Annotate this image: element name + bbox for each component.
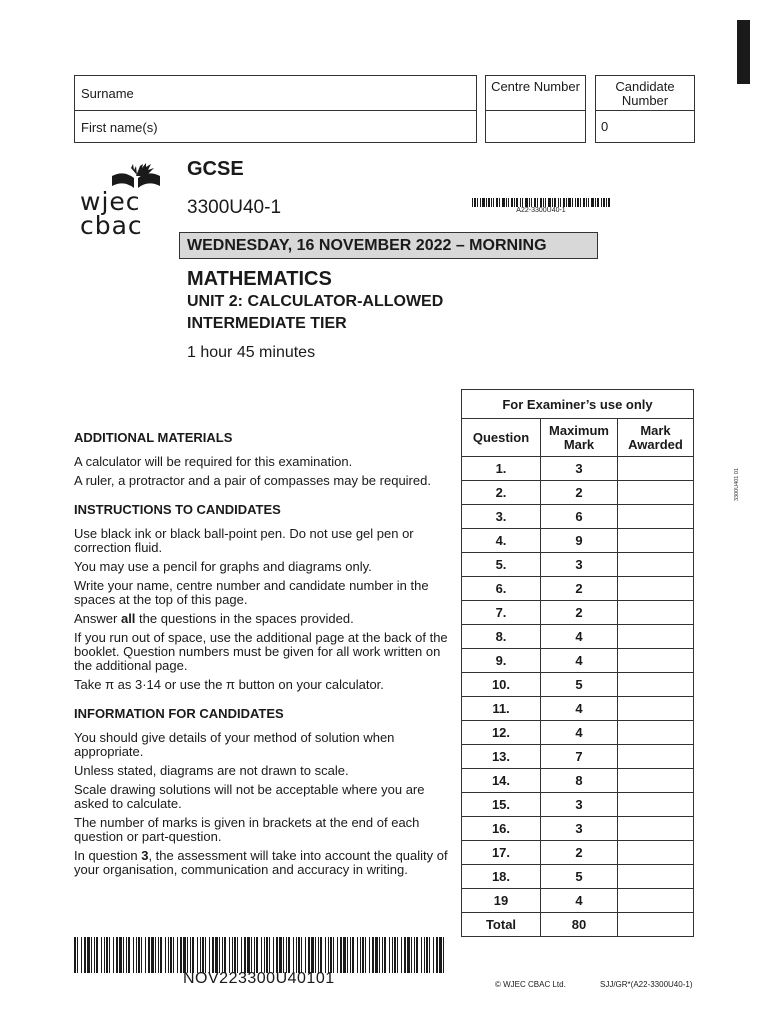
question-number: 9.	[462, 649, 541, 673]
instruction-item: If you run out of space, use the additional page at the back of the booklet. Question numbers must be given for all work written on the additional page.	[74, 630, 448, 673]
max-mark: 3	[541, 553, 618, 577]
max-mark: 5	[541, 673, 618, 697]
max-mark: 2	[541, 601, 618, 625]
candidate-number-box	[595, 75, 695, 143]
question-number: 1.	[462, 457, 541, 481]
table-row	[462, 673, 694, 697]
surname-field[interactable]	[75, 76, 476, 111]
wjec-cbac-logo	[80, 162, 160, 242]
instruction-item: Use black ink or black ball-point pen. Do not use gel pen or correction fluid.	[74, 526, 414, 555]
mark-awarded-cell[interactable]	[618, 769, 694, 793]
instruction-item: Take π as 3·14 or use the π button on your calculator.	[74, 677, 384, 692]
col-max-mark-header: Maximum Mark	[541, 419, 618, 457]
side-code-line2: 01	[734, 468, 740, 475]
question-number: 19	[462, 889, 541, 913]
mark-awarded-cell[interactable]	[618, 745, 694, 769]
mark-awarded-cell[interactable]	[618, 529, 694, 553]
table-row	[462, 553, 694, 577]
table-row	[462, 577, 694, 601]
centre-number-label: Centre Number	[486, 76, 585, 111]
question-number: 17.	[462, 841, 541, 865]
mark-awarded-cell[interactable]	[618, 889, 694, 913]
mark-awarded-cell[interactable]	[618, 649, 694, 673]
question-number: 13.	[462, 745, 541, 769]
max-mark: 4	[541, 889, 618, 913]
candidate-barcode	[74, 937, 444, 973]
max-mark: 9	[541, 529, 618, 553]
table-row	[462, 649, 694, 673]
examiner-use-table	[461, 389, 694, 937]
table-row	[462, 793, 694, 817]
information-heading: INFORMATION FOR CANDIDATES	[74, 706, 284, 721]
max-mark: 3	[541, 817, 618, 841]
paper-barcode	[472, 198, 610, 207]
max-mark: 2	[541, 841, 618, 865]
max-mark: 2	[541, 577, 618, 601]
surname-label: Surname	[81, 85, 134, 101]
total-awarded-cell[interactable]	[618, 913, 694, 937]
mark-awarded-cell[interactable]	[618, 841, 694, 865]
max-mark: 4	[541, 697, 618, 721]
question-number: 16.	[462, 817, 541, 841]
qualification-level: GCSE	[187, 158, 244, 180]
question-number: 11.	[462, 697, 541, 721]
materials-item: A calculator will be required for this examination.	[74, 454, 353, 469]
book-icon	[110, 162, 162, 190]
question-number: 14.	[462, 769, 541, 793]
examiner-table-title: For Examiner’s use only	[462, 390, 694, 419]
instruction-item: Write your name, centre number and candidate number in the spaces at the top of this page.	[74, 578, 429, 607]
question-number: 5.	[462, 553, 541, 577]
candidate-number-field[interactable]	[596, 111, 694, 142]
question-number: 15.	[462, 793, 541, 817]
question-number: 12.	[462, 721, 541, 745]
total-label: Total	[462, 913, 541, 937]
table-row	[462, 601, 694, 625]
instructions-heading: INSTRUCTIONS TO CANDIDATES	[74, 502, 281, 517]
max-mark: 2	[541, 481, 618, 505]
copyright-notice: © WJEC CBAC Ltd.	[495, 980, 566, 989]
materials-item: A ruler, a protractor and a pair of compasses may be required.	[74, 473, 431, 488]
table-row	[462, 697, 694, 721]
instruction-item-answer-all: Answer all the questions in the spaces provided.	[74, 611, 354, 626]
information-item: You should give details of your method of solution when appropriate.	[74, 730, 395, 759]
max-mark: 4	[541, 649, 618, 673]
additional-materials-heading: ADDITIONAL MATERIALS	[74, 430, 233, 445]
table-row	[462, 457, 694, 481]
candidate-number-value: 0	[601, 119, 609, 134]
mark-awarded-cell[interactable]	[618, 721, 694, 745]
max-mark: 3	[541, 793, 618, 817]
mark-awarded-cell[interactable]	[618, 697, 694, 721]
mark-awarded-cell[interactable]	[618, 505, 694, 529]
side-code-line1: 3300U401	[734, 475, 740, 502]
candidate-name-box	[74, 75, 477, 143]
first-names-field[interactable]	[75, 110, 476, 144]
paper-reference: SJJ/GR*(A22-3300U40-1)	[600, 980, 693, 989]
question-number: 3.	[462, 505, 541, 529]
centre-number-box	[485, 75, 586, 143]
mark-awarded-cell[interactable]	[618, 577, 694, 601]
logo-text-wjec: wjec	[80, 187, 141, 216]
max-mark: 6	[541, 505, 618, 529]
first-names-label: First name(s)	[81, 119, 158, 135]
mark-awarded-cell[interactable]	[618, 793, 694, 817]
table-row	[462, 745, 694, 769]
logo-text-cbac: cbac	[80, 211, 143, 240]
question-number: 7.	[462, 601, 541, 625]
paper-barcode-text: A22-3300U40-1	[516, 207, 566, 214]
information-item-question-3: In question 3, the assessment will take into account the quality of your organisation, communication and accuracy in writing.	[74, 848, 448, 877]
max-mark: 3	[541, 457, 618, 481]
mark-awarded-cell[interactable]	[618, 865, 694, 889]
col-question-header: Question	[462, 419, 541, 457]
mark-awarded-cell[interactable]	[618, 817, 694, 841]
max-mark: 5	[541, 865, 618, 889]
subject-title: MATHEMATICS	[187, 268, 332, 290]
centre-number-field[interactable]	[486, 111, 585, 142]
information-item: The number of marks is given in brackets at the end of each question or part-question.	[74, 815, 420, 844]
total-max-mark: 80	[541, 913, 618, 937]
table-row	[462, 769, 694, 793]
max-mark: 4	[541, 625, 618, 649]
mark-awarded-cell[interactable]	[618, 601, 694, 625]
table-row	[462, 817, 694, 841]
instructions-column	[74, 431, 456, 882]
mark-awarded-cell[interactable]	[618, 481, 694, 505]
question-number: 2.	[462, 481, 541, 505]
max-mark: 7	[541, 745, 618, 769]
question-number: 6.	[462, 577, 541, 601]
tier-title: INTERMEDIATE TIER	[187, 315, 347, 332]
max-mark: 4	[541, 721, 618, 745]
unit-title: UNIT 2: CALCULATOR-ALLOWED	[187, 293, 444, 310]
exam-duration: 1 hour 45 minutes	[187, 344, 316, 361]
exam-date-banner: WEDNESDAY, 16 NOVEMBER 2022 – MORNING	[179, 232, 598, 259]
table-row	[462, 865, 694, 889]
side-code	[734, 468, 740, 501]
candidate-number-label: Candidate Number	[596, 76, 694, 111]
max-mark: 8	[541, 769, 618, 793]
question-number: 18.	[462, 865, 541, 889]
mark-awarded-cell[interactable]	[618, 553, 694, 577]
instruction-item: You may use a pencil for graphs and diagrams only.	[74, 559, 372, 574]
information-item: Unless stated, diagrams are not drawn to scale.	[74, 763, 349, 778]
table-row	[462, 721, 694, 745]
table-row	[462, 481, 694, 505]
information-item: Scale drawing solutions will not be acceptable where you are asked to calculate.	[74, 782, 425, 811]
table-row	[462, 841, 694, 865]
registration-mark	[737, 20, 750, 84]
table-row	[462, 505, 694, 529]
question-number: 10.	[462, 673, 541, 697]
question-number: 8.	[462, 625, 541, 649]
paper-code: 3300U40-1	[187, 197, 282, 218]
candidate-barcode-text: NOV223300U40101	[183, 970, 335, 987]
mark-awarded-cell[interactable]	[618, 673, 694, 697]
table-row	[462, 529, 694, 553]
mark-awarded-cell[interactable]	[618, 457, 694, 481]
table-row	[462, 625, 694, 649]
col-mark-awarded-header: Mark Awarded	[618, 419, 694, 457]
question-number: 4.	[462, 529, 541, 553]
table-row	[462, 889, 694, 913]
mark-awarded-cell[interactable]	[618, 625, 694, 649]
